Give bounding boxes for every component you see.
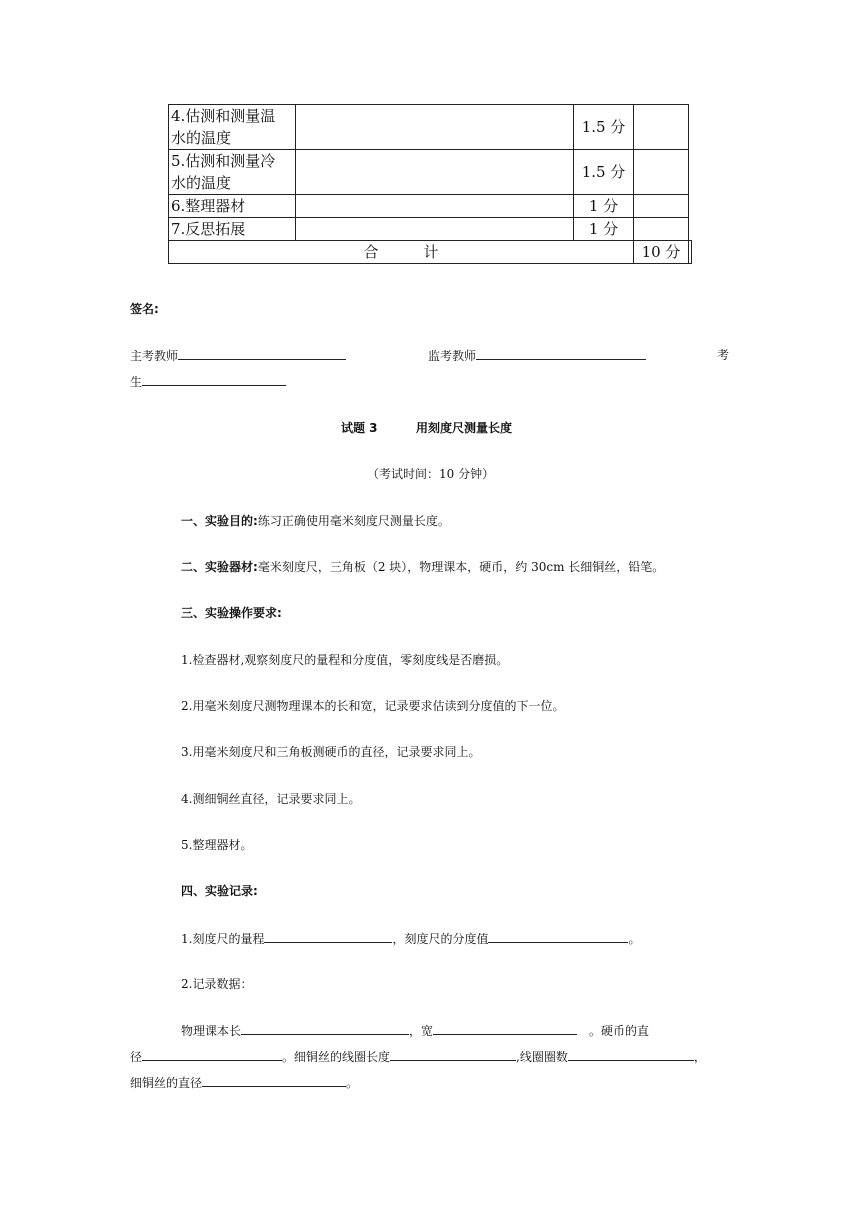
points-cell: 1 分: [574, 218, 634, 241]
chief-examiner-blank[interactable]: [178, 346, 346, 360]
book-length-label: 物理课本长: [181, 1024, 242, 1038]
points-cell: 1.5 分: [574, 150, 634, 195]
data-line-2: [130, 1047, 706, 1065]
result-cell: [634, 218, 689, 241]
book-length-blank[interactable]: [241, 1021, 409, 1035]
table-row: [169, 105, 692, 150]
content-cell: [296, 195, 574, 218]
equipment-line: [181, 558, 664, 575]
points-cell: 1.5 分: [574, 105, 634, 150]
item-cell: 6.整理器材: [169, 195, 296, 218]
content-cell: [296, 150, 574, 195]
wire-diameter-blank[interactable]: [202, 1073, 346, 1087]
requirement-item: 2.用毫米刻度尺测物理课本的长和宽，记录要求估读到分度值的下一位。: [181, 699, 565, 713]
data-line-1: [181, 1021, 649, 1039]
division-label: ，刻度尺的分度值: [392, 932, 489, 946]
result-cell: [634, 150, 689, 195]
invigilator-label: 监考教师: [428, 349, 477, 363]
width-label: ，宽: [409, 1024, 434, 1038]
record-heading: 四、实验记录:: [181, 884, 258, 898]
table-row: [169, 150, 692, 195]
student-line: [130, 372, 286, 390]
content-cell: [296, 218, 574, 241]
result-cell: [634, 105, 689, 150]
total-result: [689, 241, 692, 264]
coin-label-cont: 径: [130, 1050, 143, 1064]
total-points: 10 分: [634, 241, 689, 264]
data-line-3: [130, 1073, 358, 1091]
record-line-2: 2.记录数据：: [181, 977, 253, 991]
invigilator-line: [428, 346, 646, 364]
range-blank[interactable]: [264, 929, 392, 943]
content-cell: [296, 105, 574, 150]
item-cell: 7.反思拓展: [169, 218, 296, 241]
purpose-line: [181, 512, 450, 529]
item-cell: [169, 105, 296, 150]
chief-examiner-label: 主考教师: [130, 349, 179, 363]
item-label: 5.估测和测量冷: [171, 152, 276, 170]
score-table: [168, 104, 692, 264]
total-row: [169, 241, 692, 264]
coil-length-blank[interactable]: [390, 1047, 516, 1061]
invigilator-blank[interactable]: [476, 346, 646, 360]
wire-diameter-label: 细铜丝的直径: [130, 1076, 203, 1090]
purpose-heading: 一、实验目的:: [181, 514, 258, 528]
equipment-text: 毫米刻度尺，三角板（2 块），物理课本，硬币，约 30cm 长细铜丝，铅笔。: [257, 560, 665, 574]
coin-blank[interactable]: [142, 1047, 282, 1061]
signature-heading: 签名:: [130, 302, 159, 316]
item-cell: [169, 150, 296, 195]
item-label: 水的温度: [171, 129, 232, 147]
width-blank[interactable]: [433, 1021, 577, 1035]
exam-time: （考试时间：10 分钟）: [367, 467, 495, 481]
purpose-text: 练习正确使用毫米刻度尺测量长度。: [257, 514, 450, 528]
exam-number: 试题 3: [341, 421, 378, 435]
exam-title: 用刻度尺测量长度: [416, 421, 513, 435]
equipment-heading: 二、实验器材:: [181, 560, 258, 574]
requirements-heading: 三、实验操作要求:: [181, 606, 282, 620]
table-row: [169, 195, 692, 218]
requirement-item: 1.检查器材,观察刻度尺的量程和分度值，零刻度线是否磨损。: [181, 653, 509, 667]
points-cell: 1 分: [574, 195, 634, 218]
result-cell: [634, 195, 689, 218]
turns-label: ,线圈圈数: [516, 1050, 568, 1064]
item-label: 水的温度: [171, 174, 232, 192]
period: 。: [346, 1076, 359, 1090]
student-label-part2: 生: [130, 375, 143, 389]
requirement-item: 5.整理器材。: [181, 838, 253, 852]
range-label: 1.刻度尺的量程: [181, 932, 265, 946]
total-label: 合 计: [169, 241, 634, 264]
coil-length-label: 。细铜丝的线圈长度: [282, 1050, 391, 1064]
period: 。: [628, 932, 641, 946]
student-label-part1: 考: [717, 348, 730, 362]
division-blank[interactable]: [488, 929, 628, 943]
requirement-item: 3.用毫米刻度尺和三角板测硬币的直径，记录要求同上。: [181, 745, 481, 759]
requirement-item: 4.测细铜丝直径，记录要求同上。: [181, 792, 361, 806]
chief-examiner-line: [130, 346, 346, 364]
coin-label: 。硬币的直: [589, 1024, 650, 1038]
student-blank[interactable]: [142, 372, 286, 386]
item-label: 4.估测和测量温: [171, 107, 276, 125]
record-line-1: [181, 929, 640, 947]
comma: ，: [693, 1050, 706, 1064]
table-row: [169, 218, 692, 241]
turns-blank[interactable]: [568, 1047, 694, 1061]
